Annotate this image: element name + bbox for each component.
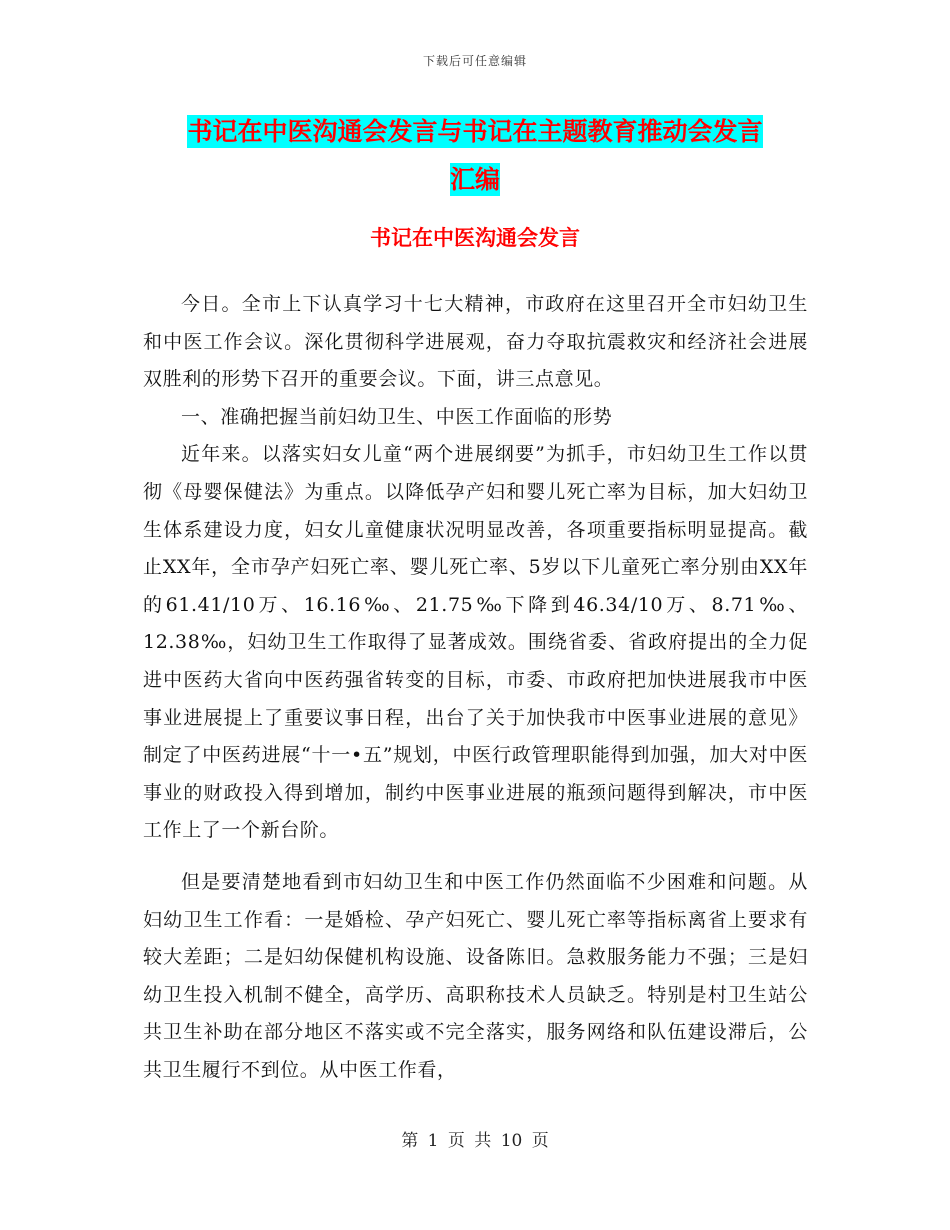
document-title-line1: 书记在中医沟通会发言与书记在主题教育推动会发言: [187, 117, 763, 146]
paragraph: 但是要清楚地看到市妇幼卫生和中医工作仍然面临不少困难和问题。从妇幼卫生工作看：一是婚检、孕产妇死亡、婴儿死亡率等指标离省上要求有较大差距；二是妇幼保健机构设施、设备陈旧。急救服务能力不强；三是妇幼卫生投入机制不健全，高学历、高职称技术人员缺乏。特别是村卫生站公共卫生补助在部分地区不落实或不完全落实，服务网络和队伍建设滞后，公共卫生履行不到位。从中医工作看，: [143, 870, 808, 1081]
paragraph: 近年来。以落实妇女儿童“两个进展纲要”为抓手，市妇幼卫生工作以贯彻《母婴保健法》为重点。以降低孕产妇和婴儿死亡率为目标，加大妇幼卫生体系建设力度，妇女儿童健康状况明显改善，各项重要指标明显提高。截止XX年，全市孕产妇死亡率、婴儿死亡率、5岁以下儿童死亡率分别由XX年的61.41/10万、16.16‰、21.75‰下降到46.34/10万、8.71‰、12.38‰，妇幼卫生工作取得了显著成效。围绕省委、省政府提出的全力促进中医药大省向中医药强省转变的目标，市委、市政府把加快进展我市中医事业进展提上了重要议事日程，出台了关于加快我市中医事业进展的意见》制定了中医药进展“十一•五”规划，中医行政管理职能得到加强，加大对中医事业的财政投入得到增加，制约中医事业进展的瓶颈问题得到解决，市中医工作上了一个新台阶。: [143, 443, 808, 842]
body-text: [143, 286, 808, 1089]
paragraph: 一、准确把握当前妇幼卫生、中医工作面临的形势: [181, 405, 613, 428]
document-title-line2: 汇编: [449, 165, 500, 194]
section-title: 书记在中医沟通会发言: [370, 226, 580, 250]
document-title: [140, 108, 810, 204]
page-footer: 第 1 页 共 10 页: [401, 1131, 549, 1151]
header-note: 下载后可任意编辑: [422, 54, 527, 68]
paragraph: 今日。全市上下认真学习十七大精神，市政府在这里召开全市妇幼卫生和中医工作会议。深化贯彻科学进展观，奋力夺取抗震救灾和经济社会进展双胜利的形势下召开的重要会议。下面，讲三点意见。: [143, 293, 808, 391]
